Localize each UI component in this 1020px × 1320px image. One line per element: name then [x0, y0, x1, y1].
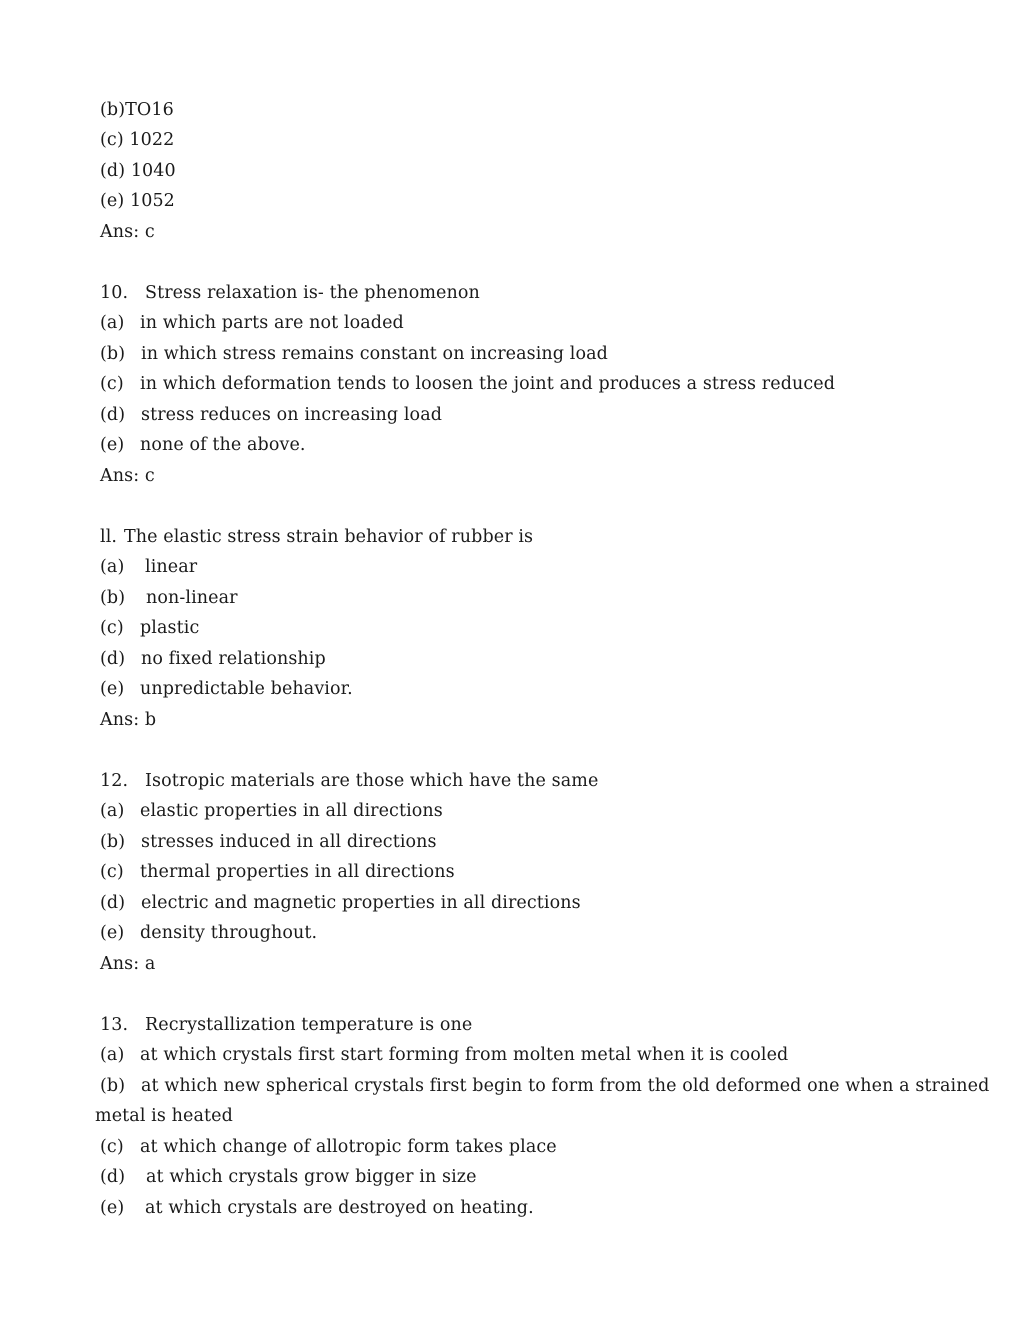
option-label: (a) [100, 801, 125, 821]
option-label: (e) [100, 1198, 125, 1218]
option-label: (b) [100, 1076, 126, 1096]
question-13-option-b-continuation: metal is heated [95, 1106, 233, 1126]
option-text: none of the above. [140, 435, 306, 455]
prev-option-d: (d) 1040 [100, 161, 176, 181]
prev-option-c: (c) 1022 [100, 130, 175, 150]
question-12-option-a [100, 800, 443, 822]
option-label: (e) [100, 923, 125, 943]
question-number: 10. [100, 283, 129, 303]
question-10-option-b [100, 343, 608, 365]
option-text: stresses induced in all directions [141, 832, 437, 852]
question-12-option-c [100, 861, 455, 883]
option-label: (c) [100, 862, 124, 882]
question-10-option-c [100, 373, 836, 395]
question-11-option-d [100, 648, 326, 670]
option-text: non-linear [146, 588, 238, 608]
option-label: (d) [100, 405, 126, 425]
option-text: at which crystals are destroyed on heating. [145, 1198, 534, 1218]
question-11-stem [100, 526, 533, 548]
option-label: (d) [100, 893, 126, 913]
question-12-stem [100, 770, 598, 792]
option-text: in which deformation tends to loosen the joint and produces a stress reduced [140, 374, 836, 394]
question-number: 13. [100, 1015, 129, 1035]
option-text: electric and magnetic properties in all directions [141, 893, 581, 913]
question-12-option-d [100, 892, 581, 914]
question-text: Stress relaxation is- the phenomenon [145, 283, 480, 303]
question-11-answer: Ans: b [100, 710, 157, 730]
option-label: (a) [100, 1045, 125, 1065]
question-10-answer: Ans: c [100, 466, 155, 486]
option-text: unpredictable behavior. [140, 679, 353, 699]
question-13-option-a [100, 1044, 789, 1066]
option-label: (c) [100, 1137, 124, 1157]
question-12-option-e [100, 922, 318, 944]
question-10-option-e [100, 434, 306, 456]
option-text: in which parts are not loaded [140, 313, 404, 333]
option-text: thermal properties in all directions [140, 862, 455, 882]
question-number: 12. [100, 771, 129, 791]
option-text: stress reduces on increasing load [141, 405, 443, 425]
question-text: Recrystallization temperature is one [145, 1015, 473, 1035]
option-text: linear [145, 557, 198, 577]
option-text: in which stress remains constant on increasing load [141, 344, 608, 364]
option-label: (e) [100, 679, 125, 699]
option-text: density throughout. [140, 923, 318, 943]
option-label: (a) [100, 313, 125, 333]
question-10-stem [100, 282, 480, 304]
question-12-option-b [100, 831, 437, 853]
prev-option-b: (b)TO16 [100, 100, 174, 120]
question-11-option-a [100, 556, 198, 578]
option-text: at which crystals grow bigger in size [146, 1167, 477, 1187]
option-label: (c) [100, 374, 124, 394]
question-13-option-d [100, 1166, 477, 1188]
prev-option-e: (e) 1052 [100, 191, 175, 211]
question-10-option-d [100, 404, 443, 426]
option-label: (b) [100, 588, 126, 608]
question-13-stem [100, 1014, 472, 1036]
prev-answer: Ans: c [100, 222, 155, 242]
question-text: Isotropic materials are those which have the same [145, 771, 599, 791]
option-label: (e) [100, 435, 125, 455]
option-label: (a) [100, 557, 125, 577]
option-text: plastic [140, 618, 200, 638]
question-13-option-c [100, 1136, 557, 1158]
option-text: at which crystals first start forming from molten metal when it is cooled [140, 1045, 789, 1065]
option-label: (b) [100, 832, 126, 852]
option-label: (d) [100, 1167, 126, 1187]
question-12-answer: Ans: a [100, 954, 156, 974]
question-10-option-a [100, 312, 404, 334]
question-number: ll. [100, 527, 118, 547]
option-label: (b) [100, 344, 126, 364]
option-label: (c) [100, 618, 124, 638]
question-13-option-b [100, 1075, 990, 1097]
question-11-option-c [100, 617, 200, 639]
question-11-option-e [100, 678, 353, 700]
option-text: no fixed relationship [141, 649, 326, 669]
option-text: elastic properties in all directions [140, 801, 443, 821]
question-11-option-b [100, 587, 238, 609]
option-label: (d) [100, 649, 126, 669]
question-text: The elastic stress strain behavior of rubber is [124, 527, 534, 547]
question-13-option-e [100, 1197, 534, 1219]
option-text: at which new spherical crystals first begin to form from the old deformed one when a strained [141, 1076, 990, 1096]
option-text: at which change of allotropic form takes place [140, 1137, 557, 1157]
